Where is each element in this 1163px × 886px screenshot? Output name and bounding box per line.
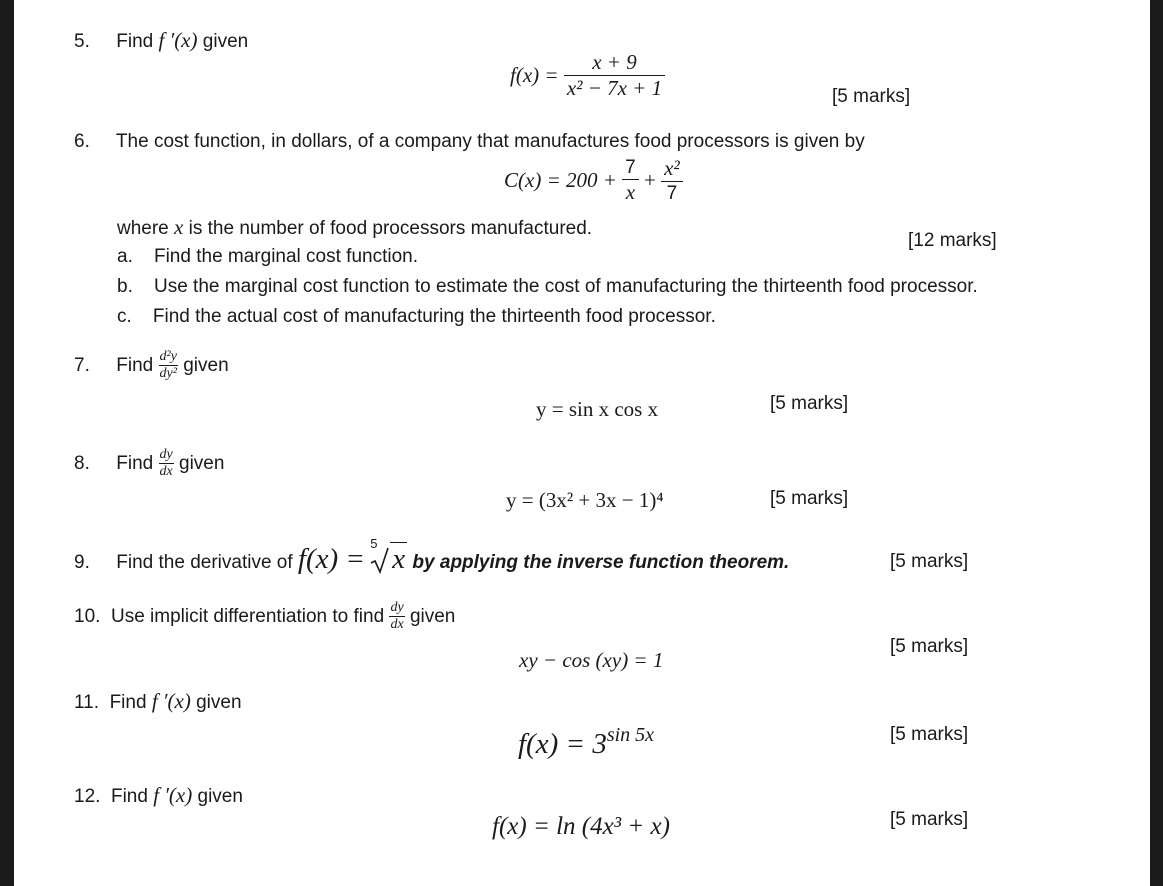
q6-part-b-text: Use the marginal cost function to estimate the cost of manufacturing the thirteenth food processor. — [153, 276, 978, 297]
worksheet-page — [14, 0, 1150, 886]
q10-prompt — [74, 601, 455, 632]
q5-marks: [5 marks] — [832, 86, 911, 107]
q12-prompt — [74, 785, 243, 806]
q11-exponent: sin 5x — [606, 724, 655, 746]
q5-given: given — [202, 31, 249, 52]
q6-part-a-label: a. — [117, 246, 133, 267]
q7-given: given — [183, 355, 229, 376]
q6-where-b: is the number of food processors manufactured. — [188, 218, 593, 239]
q7-d-den: dy² — [159, 366, 177, 381]
q8-prompt — [74, 448, 224, 479]
q10-text: Use implicit differentiation to find — [110, 606, 385, 627]
q6-part-a-text: Find the marginal cost function. — [153, 246, 419, 267]
q11-lhs: f(x) = 3 — [518, 728, 607, 760]
q5-denominator: x² − 7x + 1 — [566, 76, 663, 100]
q7-equation: y = sin x cos x — [536, 397, 659, 421]
q12-number: 12. — [74, 786, 101, 807]
q6-part-c — [117, 307, 716, 326]
q7-marks: [5 marks] — [770, 393, 849, 414]
q11-equation — [518, 725, 654, 759]
q9-marks: [5 marks] — [890, 551, 969, 572]
q11-text: Find — [109, 692, 147, 713]
q6-part-b-label: b. — [117, 276, 133, 297]
q6-marks: [12 marks] — [908, 230, 997, 251]
q10-d-den: dx — [390, 617, 404, 632]
q9-number: 9. — [74, 552, 90, 573]
q10-equation: xy − cos (xy) = 1 — [519, 648, 664, 672]
q8-number: 8. — [74, 453, 90, 474]
q11-number: 11. — [74, 692, 100, 713]
q8-marks: [5 marks] — [770, 488, 849, 509]
q11-prompt — [74, 691, 242, 712]
q5-equation — [510, 52, 665, 99]
q7-prompt — [74, 350, 229, 381]
q7-d-num: d²y — [159, 349, 177, 364]
q5-fprime: f ′(x) — [158, 28, 198, 52]
q10-marks: [5 marks] — [890, 636, 969, 657]
q8-derivative — [159, 448, 174, 479]
q6-part-c-text: Find the actual cost of manufacturing the thirteenth food processor. — [152, 306, 716, 327]
q8-d-den: dx — [159, 464, 173, 479]
q5-numerator: x + 9 — [564, 52, 665, 76]
q11-marks: [5 marks] — [890, 724, 969, 745]
q8-text: Find — [116, 453, 154, 474]
q9-prompt — [74, 536, 790, 575]
q6-equation — [504, 158, 683, 203]
q10-given: given — [409, 606, 456, 627]
q9-radicand: x — [392, 543, 406, 575]
q5-fraction — [564, 52, 665, 99]
q6-f2-num: x² — [661, 158, 683, 182]
q9-root — [370, 536, 407, 575]
q6-where-x: x — [174, 215, 184, 239]
q7-derivative — [159, 350, 178, 381]
q12-marks: [5 marks] — [890, 809, 969, 830]
q6-text: The cost function, in dollars, of a company that manufactures food processors is given by — [115, 131, 865, 152]
q5-text: Find — [116, 31, 154, 52]
q6-part-a — [117, 247, 418, 266]
q9-fx: f(x) = — [297, 543, 365, 575]
q10-derivative — [389, 601, 404, 632]
q12-equation: f(x) = ln (4x³ + x) — [492, 813, 670, 840]
q6-prompt — [74, 132, 865, 151]
q8-equation: y = (3x² + 3x − 1)⁴ — [506, 488, 664, 512]
q6-fraction-2 — [661, 158, 683, 203]
q9-method: by applying the inverse function theorem. — [412, 552, 790, 573]
q6-where — [117, 217, 592, 238]
q11-given: given — [196, 692, 242, 713]
q8-d-num: dy — [159, 447, 173, 462]
q6-number: 6. — [74, 131, 90, 152]
q11-fprime: f ′(x) — [151, 689, 191, 713]
q6-f1-den: x — [625, 180, 636, 204]
q12-text: Find — [110, 786, 148, 807]
q6-fraction-1 — [622, 158, 639, 203]
q6-lhs: C(x) = 200 + — [504, 168, 617, 192]
q5-prompt — [74, 30, 248, 51]
q8-given: given — [179, 453, 225, 474]
q10-d-num: dy — [390, 600, 404, 615]
q7-text: Find — [116, 355, 154, 376]
q6-part-c-label: c. — [117, 306, 132, 327]
q6-part-b — [117, 277, 978, 296]
q9-root-index: 5 — [370, 536, 378, 551]
q6-f2-den: 7 — [666, 183, 678, 204]
q6-where-a: where — [117, 218, 169, 239]
q10-number: 10. — [74, 606, 101, 627]
q6-plus: + — [643, 168, 656, 192]
q12-given: given — [197, 786, 243, 807]
q5-number: 5. — [74, 31, 90, 52]
q12-fprime: f ′(x) — [153, 783, 193, 807]
q7-number: 7. — [74, 355, 90, 376]
q9-text: Find the derivative of — [116, 552, 293, 573]
q5-lhs: f(x) = — [510, 63, 559, 87]
q6-f1-num: 7 — [622, 158, 639, 180]
